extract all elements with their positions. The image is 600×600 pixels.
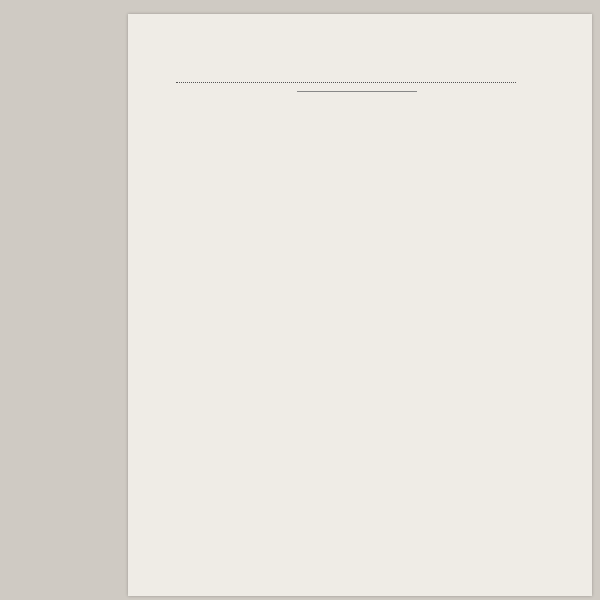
book-page bbox=[128, 14, 592, 596]
table-of-contents bbox=[173, 74, 541, 102]
dot-leader bbox=[176, 82, 516, 83]
toc-entry-guide[interactable] bbox=[173, 82, 541, 85]
section-divider bbox=[297, 91, 417, 92]
